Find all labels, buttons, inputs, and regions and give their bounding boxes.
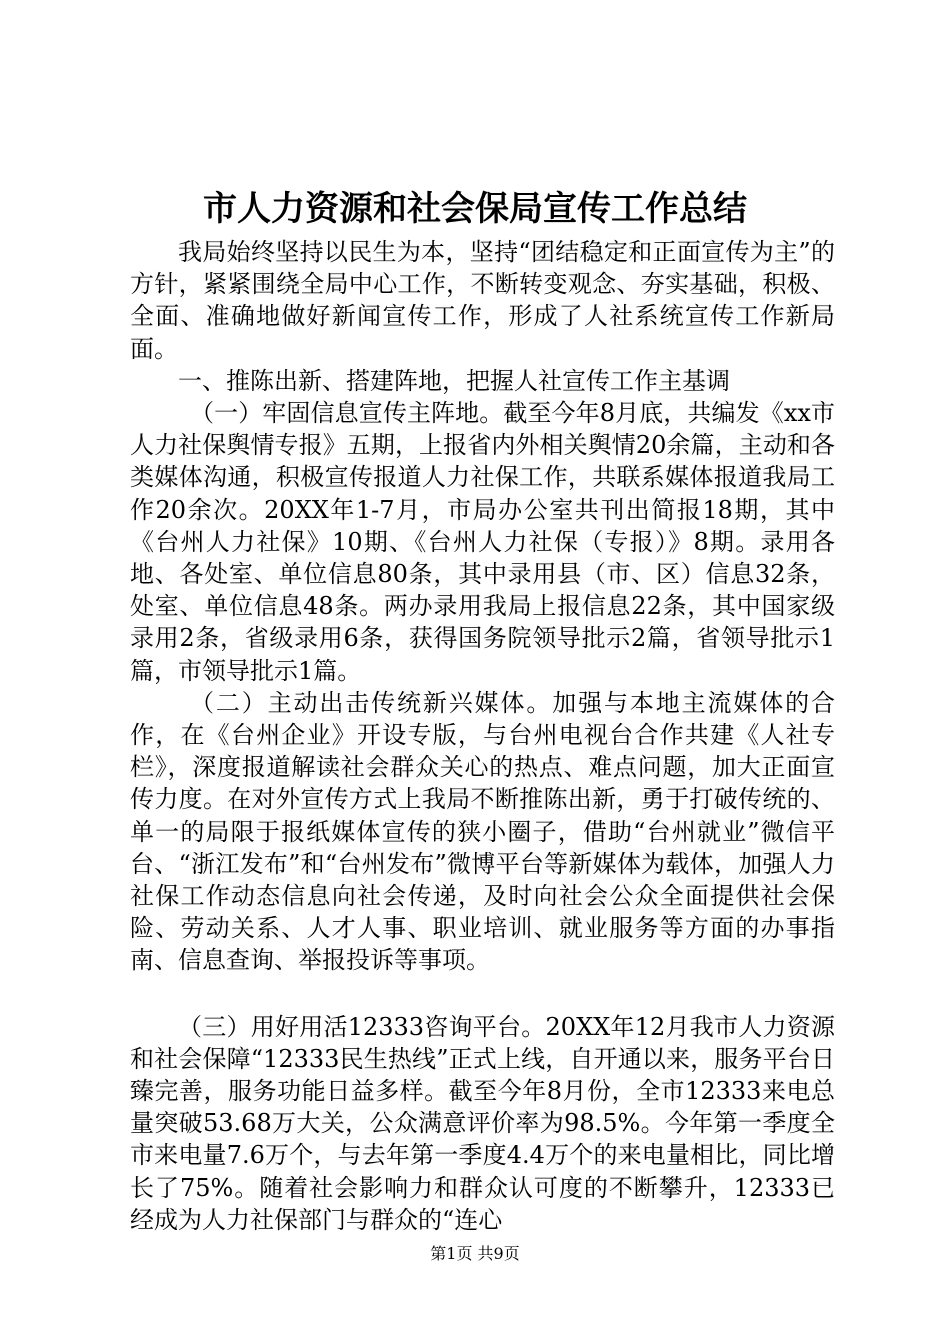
page-indicator: 第1页 共9页 (430, 1244, 520, 1263)
paragraph-sub-3: （三）用好用活12333咨询平台。20XX年12月我市人力资源和社会保障“12333民生热线”正式上线，自开通以来，服务平台日臻完善，服务功能日益多样。截至今年8月份，全市12333来电总量突破53.68万大关，公众满意评价率为98.5%。今年第一季度全市来电量7.6万个，与去年第一季度4.4万个的来电量相比，同比增长了75%。随着社会影响力和群众认可度的不断攀升，12333已经成为人力社保部门与群众的“连心 (130, 1012, 835, 1234)
document-body (130, 236, 835, 1236)
paragraph-intro: 我局始终坚持以民生为本，坚持“团结稳定和正面宣传为主”的方针，紧紧围绕全局中心工作，不断转变观念、夯实基础，积极、全面、准确地做好新闻宣传工作，形成了人社系统宣传工作新局面。 (130, 238, 835, 363)
section-heading-1: 一、推陈出新、搭建阵地，把握人社宣传工作主基调 (178, 366, 730, 395)
document-title: 市人力资源和社会保局宣传工作总结 (203, 189, 747, 229)
paragraph-sub-1: （一）牢固信息宣传主阵地。截至今年8月底，共编发《xx市人力社保舆情专报》五期，上报省内外相关舆情20余篇，主动和各类媒体沟通，积极宣传报道人力社保工作，共联系媒体报道我局工作20余次。20XX年1-7月，市局办公室共刊出简报18期，其中《台州人力社保》10期、《台州人力社保（专报）》8期。录用各地、各处室、单位信息80条，其中录用县（市、区）信息32条，处室、单位信息48条。两办录用我局上报信息22条，其中国家级录用2条，省级录用6条，获得国务院领导批示2篇，省领导批示1篇，市领导批示1篇。 (130, 399, 835, 685)
paragraph-spacer (130, 977, 835, 1011)
paragraph-sub-2: （二）主动出击传统新兴媒体。加强与本地主流媒体的合作，在《台州企业》开设专版，与台州电视台合作共建《人社专栏》，深度报道解读社会群众关心的热点、难点问题，加大正面宣传力度。在对外宣传方式上我局不断推陈出新，勇于打破传统的、单一的局限于报纸媒体宣传的狭小圈子，借助“台州就业”微信平台、“浙江发布”和“台州发布”微博平台等新媒体为载体，加强人力社保工作动态信息向社会传递，及时向社会公众全面提供社会保险、劳动关系、人才人事、职业培训、就业服务等方面的办事指南、信息查询、举报投诉等事项。 (130, 688, 835, 975)
